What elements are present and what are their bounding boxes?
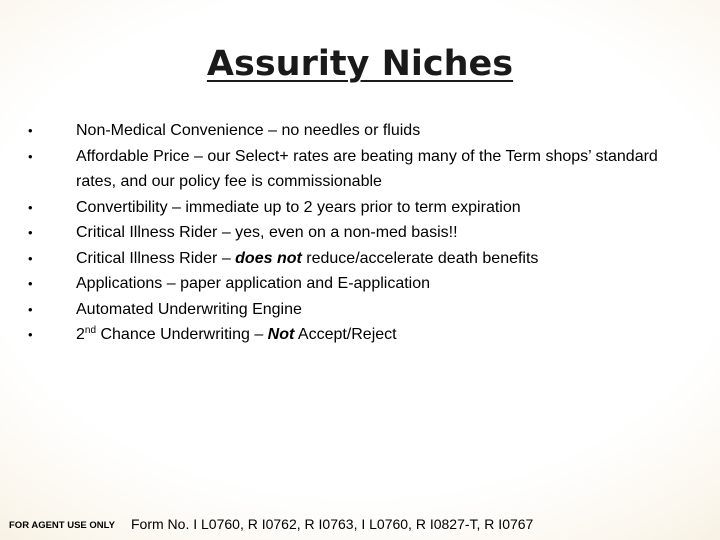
emphasis-text: Not: [267, 326, 295, 343]
bullet-dot: •: [28, 148, 33, 164]
emphasis-text: does not: [235, 249, 302, 267]
ordinal-suffix: nd: [84, 325, 97, 336]
bullet-dot: •: [28, 123, 33, 138]
bullet-text: Convertibility – immediate up to 2 years prior to term expiration: [76, 198, 521, 216]
bullet-text: [76, 246, 688, 272]
agent-use-notice: FOR AGENT USE ONLY: [9, 520, 115, 531]
bullet-dot: •: [28, 327, 33, 342]
bullet-item: [28, 297, 688, 323]
bullet-text: Critical Illness Rider – yes, even on a non-med basis!!: [76, 224, 458, 241]
bullet-dot: •: [28, 250, 33, 266]
bullet-text-lead: Chance Underwriting –: [96, 326, 268, 343]
bullet-text: Automated Underwriting Engine: [76, 300, 302, 318]
bullet-text: Affordable Price – our Select+ rates are beating many of the Term shops’ standard rates, and our policy fee is commissionable: [76, 147, 658, 190]
form-numbers: Form No. I L0760, R I0762, R I0763, I L0760, R I0827-T, R I0767: [131, 516, 534, 532]
bullet-text-tail: reduce/accelerate death benefits: [301, 249, 539, 267]
bullet-list: [28, 118, 688, 348]
bullet-item: [28, 322, 688, 348]
bullet-dot: •: [28, 301, 33, 317]
slide-title: Assurity Niches: [206, 44, 514, 84]
bullet-item: [28, 118, 688, 144]
bullet-item: [28, 195, 688, 221]
bullet-dot: •: [28, 199, 33, 215]
ordinal-number: 2: [76, 326, 85, 343]
bullet-item: [28, 220, 688, 246]
bullet-item: [28, 144, 688, 195]
bullet-item: [28, 246, 688, 272]
bullet-dot: •: [28, 276, 33, 291]
bullet-item: [28, 271, 688, 297]
bullet-text-tail: Accept/Reject: [294, 326, 397, 343]
bullet-dot: •: [28, 225, 33, 240]
bullet-text: Applications – paper application and E-application: [76, 275, 431, 292]
bullet-text: Non-Medical Convenience – no needles or fluids: [76, 122, 421, 139]
bullet-text-lead: Critical Illness Rider –: [76, 249, 236, 267]
bullet-text: [76, 322, 688, 348]
